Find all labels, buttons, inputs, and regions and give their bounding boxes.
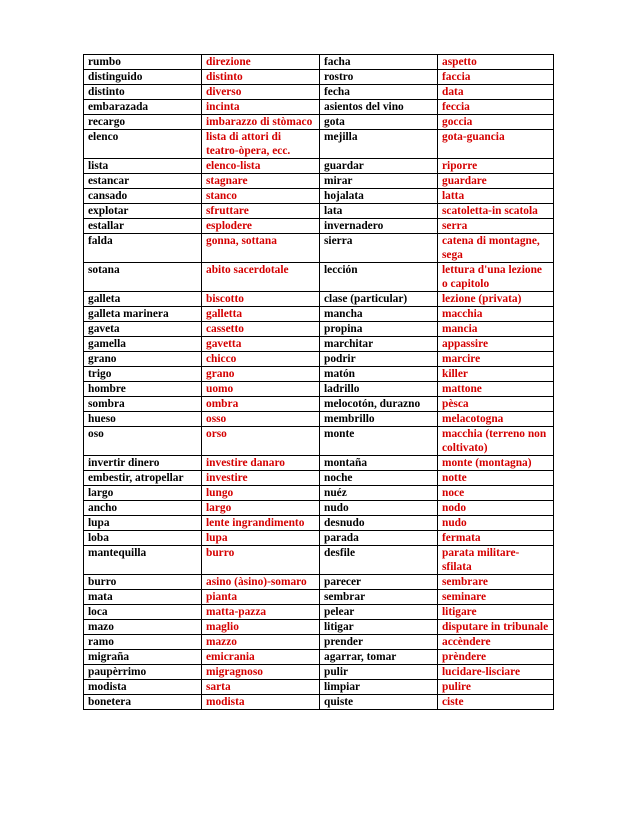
italian-translation-cell: galletta — [202, 307, 320, 322]
italian-translation-cell: lezione (privata) — [438, 292, 554, 307]
spanish-word-cell: lata — [320, 204, 438, 219]
spanish-word-cell: oso — [84, 427, 202, 456]
spanish-word-cell: lección — [320, 263, 438, 292]
italian-translation-cell: mancia — [438, 322, 554, 337]
spanish-word-cell: bonetera — [84, 695, 202, 710]
italian-translation-cell: sfruttare — [202, 204, 320, 219]
spanish-word-cell: melocotón, durazno — [320, 397, 438, 412]
spanish-word-cell: grano — [84, 352, 202, 367]
table-row — [84, 471, 554, 486]
spanish-word-cell: desfile — [320, 546, 438, 575]
italian-translation-cell: latta — [438, 189, 554, 204]
italian-translation-cell: modista — [202, 695, 320, 710]
spanish-word-cell: estallar — [84, 219, 202, 234]
spanish-word-cell: invertir dinero — [84, 456, 202, 471]
italian-translation-cell: emicrania — [202, 650, 320, 665]
spanish-word-cell: noche — [320, 471, 438, 486]
table-row — [84, 486, 554, 501]
table-row — [84, 546, 554, 575]
spanish-word-cell: gota — [320, 115, 438, 130]
spanish-word-cell: cansado — [84, 189, 202, 204]
spanish-word-cell: monte — [320, 427, 438, 456]
italian-translation-cell: scatoletta-in scatola — [438, 204, 554, 219]
spanish-word-cell: mazo — [84, 620, 202, 635]
spanish-word-cell: desnudo — [320, 516, 438, 531]
table-row — [84, 263, 554, 292]
italian-translation-cell: sembrare — [438, 575, 554, 590]
spanish-word-cell: mancha — [320, 307, 438, 322]
spanish-word-cell: sotana — [84, 263, 202, 292]
spanish-word-cell: facha — [320, 55, 438, 70]
italian-translation-cell: ombra — [202, 397, 320, 412]
italian-translation-cell: data — [438, 85, 554, 100]
italian-translation-cell: lungo — [202, 486, 320, 501]
spanish-word-cell: falda — [84, 234, 202, 263]
table-row — [84, 174, 554, 189]
spanish-word-cell: estancar — [84, 174, 202, 189]
table-row — [84, 55, 554, 70]
italian-translation-cell: mattone — [438, 382, 554, 397]
spanish-word-cell: guardar — [320, 159, 438, 174]
table-row — [84, 337, 554, 352]
spanish-word-cell: pulir — [320, 665, 438, 680]
italian-translation-cell: lucidare-lisciare — [438, 665, 554, 680]
table-row — [84, 159, 554, 174]
spanish-word-cell: sierra — [320, 234, 438, 263]
table-row — [84, 427, 554, 456]
table-row — [84, 695, 554, 710]
spanish-word-cell: nuéz — [320, 486, 438, 501]
table-row — [84, 115, 554, 130]
italian-translation-cell: macchia (terreno non coltivato) — [438, 427, 554, 456]
spanish-word-cell: montaña — [320, 456, 438, 471]
italian-translation-cell: incinta — [202, 100, 320, 115]
spanish-word-cell: marchitar — [320, 337, 438, 352]
spanish-word-cell: parada — [320, 531, 438, 546]
spanish-word-cell: sembrar — [320, 590, 438, 605]
spanish-word-cell: burro — [84, 575, 202, 590]
italian-translation-cell: gota-guancia — [438, 130, 554, 159]
spanish-word-cell: rumbo — [84, 55, 202, 70]
spanish-word-cell: lupa — [84, 516, 202, 531]
italian-translation-cell: diverso — [202, 85, 320, 100]
spanish-word-cell: hombre — [84, 382, 202, 397]
spanish-word-cell: galleta marinera — [84, 307, 202, 322]
italian-translation-cell: stanco — [202, 189, 320, 204]
table-row — [84, 100, 554, 115]
italian-translation-cell: pianta — [202, 590, 320, 605]
italian-translation-cell: catena di montagne, sega — [438, 234, 554, 263]
spanish-word-cell: ramo — [84, 635, 202, 650]
spanish-word-cell: migraña — [84, 650, 202, 665]
italian-translation-cell: riporre — [438, 159, 554, 174]
spanish-word-cell: loca — [84, 605, 202, 620]
table-row — [84, 292, 554, 307]
italian-translation-cell: gavetta — [202, 337, 320, 352]
spanish-word-cell: pelear — [320, 605, 438, 620]
spanish-word-cell: matón — [320, 367, 438, 382]
spanish-word-cell: largo — [84, 486, 202, 501]
italian-translation-cell: direzione — [202, 55, 320, 70]
table-row — [84, 665, 554, 680]
italian-translation-cell: prèndere — [438, 650, 554, 665]
spanish-word-cell: embarazada — [84, 100, 202, 115]
italian-translation-cell: lupa — [202, 531, 320, 546]
italian-translation-cell: guardare — [438, 174, 554, 189]
italian-translation-cell: pèsca — [438, 397, 554, 412]
italian-translation-cell: killer — [438, 367, 554, 382]
table-row — [84, 85, 554, 100]
italian-translation-cell: noce — [438, 486, 554, 501]
italian-translation-cell: abito sacerdotale — [202, 263, 320, 292]
spanish-word-cell: clase (particular) — [320, 292, 438, 307]
spanish-word-cell: membrillo — [320, 412, 438, 427]
spanish-word-cell: mirar — [320, 174, 438, 189]
spanish-word-cell: nudo — [320, 501, 438, 516]
italian-translation-cell: melacotogna — [438, 412, 554, 427]
italian-translation-cell: orso — [202, 427, 320, 456]
spanish-word-cell: mantequilla — [84, 546, 202, 575]
spanish-word-cell: asientos del vino — [320, 100, 438, 115]
italian-translation-cell: gonna, sottana — [202, 234, 320, 263]
italian-translation-cell: parata militare-sfilata — [438, 546, 554, 575]
spanish-word-cell: explotar — [84, 204, 202, 219]
table-row — [84, 367, 554, 382]
italian-translation-cell: lente ingrandimento — [202, 516, 320, 531]
spanish-word-cell: loba — [84, 531, 202, 546]
spanish-word-cell: propina — [320, 322, 438, 337]
table-row — [84, 590, 554, 605]
spanish-word-cell: fecha — [320, 85, 438, 100]
spanish-word-cell: agarrar, tomar — [320, 650, 438, 665]
italian-translation-cell: nudo — [438, 516, 554, 531]
table-row — [84, 352, 554, 367]
italian-translation-cell: disputare in tribunale — [438, 620, 554, 635]
italian-translation-cell: asino (àsino)-somaro — [202, 575, 320, 590]
spanish-word-cell: distinguido — [84, 70, 202, 85]
spanish-word-cell: modista — [84, 680, 202, 695]
table-row — [84, 219, 554, 234]
spanish-word-cell: distinto — [84, 85, 202, 100]
table-row — [84, 412, 554, 427]
italian-translation-cell: matta-pazza — [202, 605, 320, 620]
italian-translation-cell: accèndere — [438, 635, 554, 650]
spanish-word-cell: ancho — [84, 501, 202, 516]
italian-translation-cell: stagnare — [202, 174, 320, 189]
italian-translation-cell: mazzo — [202, 635, 320, 650]
italian-translation-cell: elenco-lista — [202, 159, 320, 174]
italian-translation-cell: feccia — [438, 100, 554, 115]
spanish-word-cell: embestir, atropellar — [84, 471, 202, 486]
italian-translation-cell: lettura d'una lezione o capitolo — [438, 263, 554, 292]
table-row — [84, 322, 554, 337]
italian-translation-cell: macchia — [438, 307, 554, 322]
italian-translation-cell: investire danaro — [202, 456, 320, 471]
spanish-word-cell: gamella — [84, 337, 202, 352]
italian-translation-cell: marcire — [438, 352, 554, 367]
italian-translation-cell: litigare — [438, 605, 554, 620]
table-row — [84, 307, 554, 322]
vocabulary-table — [83, 54, 554, 710]
table-row — [84, 635, 554, 650]
italian-translation-cell: maglio — [202, 620, 320, 635]
spanish-word-cell: ladrillo — [320, 382, 438, 397]
italian-translation-cell: osso — [202, 412, 320, 427]
vocabulary-table-body — [84, 55, 554, 710]
spanish-word-cell: mejilla — [320, 130, 438, 159]
italian-translation-cell: ciste — [438, 695, 554, 710]
italian-translation-cell: largo — [202, 501, 320, 516]
italian-translation-cell: nodo — [438, 501, 554, 516]
table-row — [84, 620, 554, 635]
italian-translation-cell: uomo — [202, 382, 320, 397]
spanish-word-cell: prender — [320, 635, 438, 650]
table-row — [84, 531, 554, 546]
italian-translation-cell: serra — [438, 219, 554, 234]
table-row — [84, 456, 554, 471]
table-row — [84, 501, 554, 516]
spanish-word-cell: quiste — [320, 695, 438, 710]
spanish-word-cell: limpiar — [320, 680, 438, 695]
italian-translation-cell: pulire — [438, 680, 554, 695]
table-row — [84, 204, 554, 219]
spanish-word-cell: hojalata — [320, 189, 438, 204]
table-row — [84, 234, 554, 263]
spanish-word-cell: trigo — [84, 367, 202, 382]
italian-translation-cell: fermata — [438, 531, 554, 546]
spanish-word-cell: parecer — [320, 575, 438, 590]
spanish-word-cell: rostro — [320, 70, 438, 85]
table-row — [84, 189, 554, 204]
table-row — [84, 397, 554, 412]
table-row — [84, 680, 554, 695]
italian-translation-cell: lista di attori di teatro-òpera, ecc. — [202, 130, 320, 159]
italian-translation-cell: goccia — [438, 115, 554, 130]
table-row — [84, 70, 554, 85]
italian-translation-cell: seminare — [438, 590, 554, 605]
spanish-word-cell: elenco — [84, 130, 202, 159]
italian-translation-cell: burro — [202, 546, 320, 575]
spanish-word-cell: sombra — [84, 397, 202, 412]
spanish-word-cell: paupèrrimo — [84, 665, 202, 680]
italian-translation-cell: appassire — [438, 337, 554, 352]
italian-translation-cell: aspetto — [438, 55, 554, 70]
table-row — [84, 130, 554, 159]
italian-translation-cell: migragnoso — [202, 665, 320, 680]
italian-translation-cell: grano — [202, 367, 320, 382]
italian-translation-cell: esplodere — [202, 219, 320, 234]
table-row — [84, 575, 554, 590]
table-row — [84, 650, 554, 665]
spanish-word-cell: lista — [84, 159, 202, 174]
spanish-word-cell: gaveta — [84, 322, 202, 337]
spanish-word-cell: recargo — [84, 115, 202, 130]
italian-translation-cell: faccia — [438, 70, 554, 85]
spanish-word-cell: hueso — [84, 412, 202, 427]
italian-translation-cell: monte (montagna) — [438, 456, 554, 471]
italian-translation-cell: notte — [438, 471, 554, 486]
italian-translation-cell: cassetto — [202, 322, 320, 337]
spanish-word-cell: podrir — [320, 352, 438, 367]
italian-translation-cell: biscotto — [202, 292, 320, 307]
italian-translation-cell: imbarazzo di stòmaco — [202, 115, 320, 130]
table-row — [84, 605, 554, 620]
italian-translation-cell: sarta — [202, 680, 320, 695]
spanish-word-cell: litigar — [320, 620, 438, 635]
spanish-word-cell: galleta — [84, 292, 202, 307]
table-row — [84, 516, 554, 531]
italian-translation-cell: investire — [202, 471, 320, 486]
table-row — [84, 382, 554, 397]
spanish-word-cell: invernadero — [320, 219, 438, 234]
italian-translation-cell: distinto — [202, 70, 320, 85]
italian-translation-cell: chicco — [202, 352, 320, 367]
spanish-word-cell: mata — [84, 590, 202, 605]
